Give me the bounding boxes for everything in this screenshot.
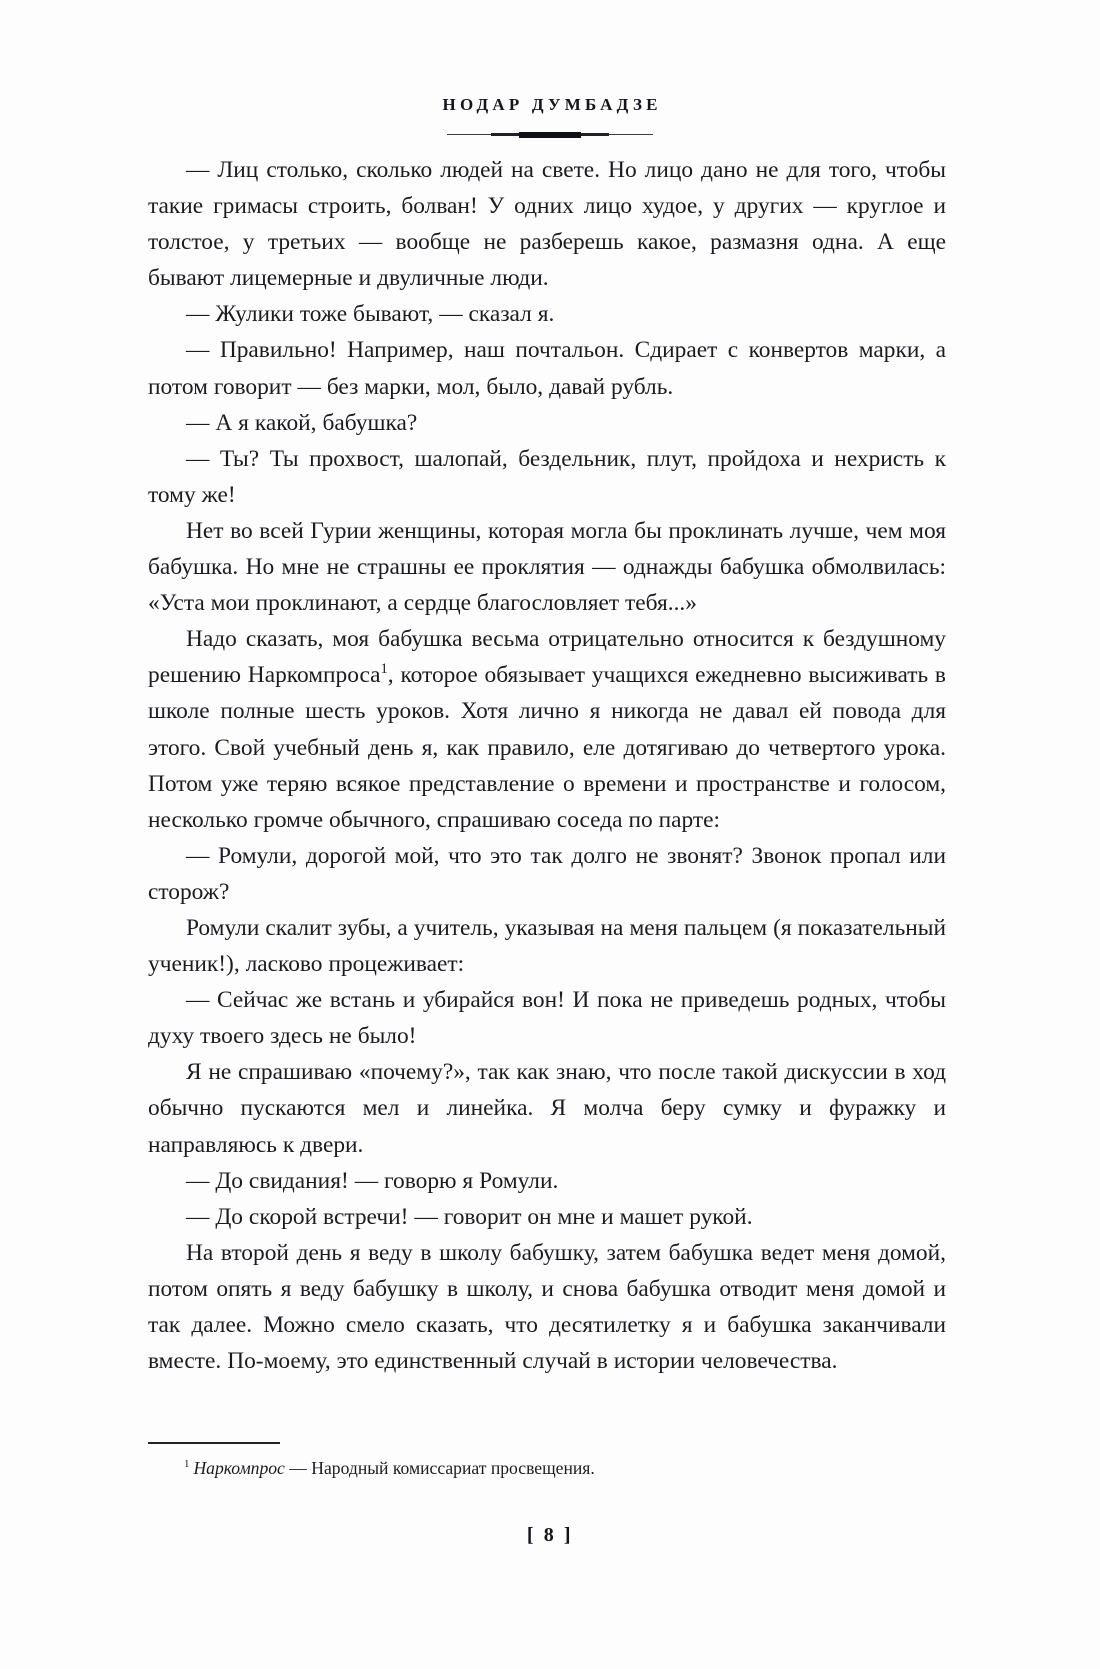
footnote-number: 1: [184, 1457, 190, 1470]
footnote-definition: — Народный комиссариат просвещения.: [284, 1457, 595, 1478]
body-text-block: [148, 152, 946, 1379]
paragraph: — Ты? Ты прохвост, шалопай, бездельник, плут, пройдоха и нехристь к тому же!: [148, 445, 946, 508]
footnote-term: Наркомпрос: [193, 1457, 285, 1478]
paragraph: — Лиц столько, сколько людей на свете. Но лицо дано не для того, чтобы такие гримасы строить, болван! У одних лицо худое, у других — круглое и толстое, у третьих — вообще не разберешь какое, размазня одна. А еще бывают лицемерные и двуличные люди.: [148, 157, 946, 292]
header-ornament-rule: [447, 130, 653, 139]
ornament-thick-bar: [519, 132, 581, 138]
paragraph-text-after-ref: , которое обязывает учащихся ежедневно высиживать в школе полные шесть уроков. Хотя лично я никогда не давал ей повода для этого. Свой учебный день я, как правило, еле дотягиваю до четвертого урока. Потом уже теряю всякое представление о времени и пространстве и голосом, несколько громче обычного, спрашиваю соседа по парте:: [148, 662, 946, 833]
paragraph: — Жулики тоже бывают, — сказал я.: [186, 301, 555, 328]
footnote-area: [148, 1442, 946, 1480]
paragraph: — Сейчас же встань и убирайся вон! И пока не приведешь родных, чтобы духу твоего здесь не было!: [148, 987, 946, 1050]
paragraph: — До скорой встречи! — говорит он мне и машет рукой.: [186, 1203, 753, 1230]
footnote-separator-rule: [148, 1442, 280, 1444]
running-header: [0, 96, 1100, 115]
paragraph: — А я какой, бабушка?: [186, 409, 418, 436]
paragraph: — До свидания! — говорю я Ромули.: [186, 1167, 559, 1194]
footnote-reference-marker[interactable]: 1: [380, 661, 388, 678]
page-number: [ 8 ]: [526, 1524, 574, 1546]
paragraph: — Ромули, дорогой мой, что это так долго не звонят? Звонок пропал или сторож?: [148, 842, 946, 905]
running-header-title: НОДАР ДУМБАДЗЕ: [442, 95, 662, 114]
paragraph: Ромули скалит зубы, а учитель, указывая на меня пальцем (я показательный ученик!), ласково процеживает:: [148, 914, 946, 978]
paragraph: Нет во всей Гурии женщины, которая могла бы проклинать лучше, чем моя бабушка. Но мне не страшны ее проклятия — однажды бабушка обмолвилась: «Уста мои проклинают, а сердце благословляет тебя...»: [148, 517, 946, 617]
paragraph: — Правильно! Например, наш почтальон. Сдирает с конвертов марки, а потом говорит — без марки, мол, было, давай рубль.: [148, 337, 946, 400]
paragraph-with-footnote-ref: [148, 621, 946, 838]
paragraph-text-before-ref: Надо сказать, моя бабушка весьма отрицательно относится к бездушному решению Наркомпроса: [148, 626, 946, 689]
paragraph: Я не спрашиваю «почему?», так как знаю, что после такой дискуссии в ход обычно пускаются мел и линейка. Я молча беру сумку и фуражку и направляюсь к двери.: [148, 1059, 946, 1158]
footnote-entry: [148, 1456, 946, 1480]
paragraph: На второй день я веду в школу бабушку, затем бабушка ведет меня домой, потом опять я веду бабушку в школу, и снова бабушка отводит меня домой и так далее. Можно смело сказать, что десятилетку я и бабушка заканчивали вместе. По-моему, это единственный случай в истории человечества.: [148, 1239, 946, 1375]
